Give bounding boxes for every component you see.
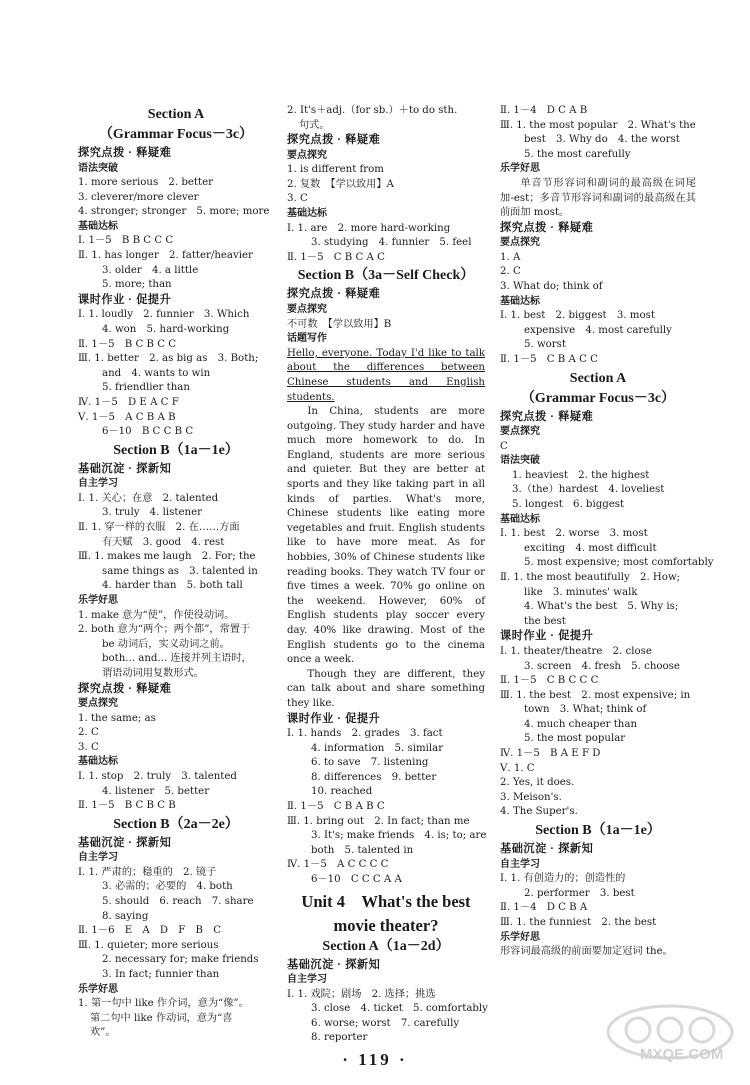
label: 自主学习: [78, 478, 118, 490]
answer-line: Ⅱ. 1－5 C B A C C: [500, 354, 598, 365]
answer-line: same things as 3. talented in: [102, 565, 258, 577]
answer-line: exciting 4. most difficult: [524, 542, 657, 554]
answer-line: 3. C: [287, 193, 308, 205]
answer-line: Ⅳ. 1－5 A C C C C: [287, 859, 389, 871]
answer-line: 3. studying 4. funnier 5. feel: [311, 237, 472, 249]
answer-line: Ⅰ. 1. 严肃的；稳重的 2. 镜子: [78, 866, 217, 878]
answer-line: Ⅰ. 1. best 2. biggest 3. most: [500, 310, 655, 322]
answer-line: 5. friendlier than: [102, 382, 190, 394]
answer-line: Ⅱ. 1－5 C B C C C: [500, 675, 599, 687]
answer-column-left: [78, 104, 274, 1041]
answer-line: Ⅲ. 1. better 2. as big as 3. Both;: [78, 353, 259, 365]
answer-line: Ⅱ. 1－4 D C B A: [500, 902, 588, 914]
answer-line: 4. listener 5. better: [102, 785, 210, 797]
answer-line: 1. 第一句中 like 作介词，意为“像”。: [78, 998, 249, 1010]
answer-line: 5. most expensive; most comfortably: [524, 557, 714, 569]
answer-line: Ⅲ. 1. makes me laugh 2. For; the: [78, 551, 256, 563]
section-heading: Section B（1a－1e）: [113, 442, 239, 458]
answer-line: 6－10 C C C A A: [311, 874, 402, 885]
section-heading: Section A: [147, 107, 205, 122]
answer-line: be 动词后，实义动词之前。: [102, 638, 230, 650]
answer-line: 6－10 B C C B C: [102, 426, 194, 438]
section-heading: Section A（1a－2d）: [322, 938, 450, 954]
answer-line: 3. C: [78, 741, 99, 753]
answer-line: Ⅱ. 1－5 C B A B C: [287, 801, 385, 813]
subheading: 基础沉淀 · 探新知: [78, 462, 172, 475]
answer-line: 3. close 4. ticket 5. comfortably: [311, 1003, 488, 1015]
answer-line: Ⅰ. 1. theater/theatre 2. close: [500, 645, 652, 657]
answer-line: 1. make 意为“使”，作使役动词。: [78, 609, 235, 621]
subheading: 课时作业 · 促提升: [287, 712, 381, 725]
answer-line: 3. 必需的；必要的 4. both: [102, 881, 233, 893]
answer-line: 3. cleverer/more clever: [78, 191, 199, 203]
answer-line: 2. performer 3. best: [524, 887, 635, 899]
answer-line: 第二句中 like 作动词，意为“喜: [90, 1012, 233, 1024]
answer-line: 形容词最高级的前面要加定冠词 the。: [500, 946, 673, 958]
answer-line: Ⅳ. 1－5 B A E F D: [500, 748, 601, 760]
answer-line: both... and... 连接并列主语时，: [102, 653, 252, 665]
answer-line: like 3. minutes' walk: [524, 586, 638, 598]
answer-line: 句式。: [299, 119, 330, 131]
label: 乐学好思: [78, 594, 118, 606]
subheading: 基础沉淀 · 探新知: [500, 843, 594, 856]
subheading: 探究点拨 · 释疑难: [500, 410, 594, 423]
answer-line: 2. C: [500, 266, 521, 278]
answer-line: 8. saying: [102, 910, 149, 922]
label: 乐学好思: [78, 983, 118, 995]
answer-line: 3. truly 4. listener: [102, 507, 202, 519]
section-heading: Section B（1a－1e）: [535, 823, 661, 839]
answer-line: 2. 复数 【学以致用】A: [287, 178, 394, 190]
answer-line: 5. the most carefully: [524, 148, 631, 160]
answer-line: 谓语动词用复数形式。: [102, 667, 204, 679]
label: 乐学好思: [500, 163, 540, 175]
section-heading: （Grammar Focus－3c）: [98, 127, 254, 142]
answer-line: Ⅱ. 1－5 B C B C C: [78, 338, 177, 350]
answer-line: expensive 4. most carefully: [524, 324, 672, 336]
answer-line: Ⅲ. 1. the funniest 2. the best: [500, 916, 657, 928]
answer-line: Ⅰ. 1. best 2. worse 3. most: [500, 528, 648, 540]
answer-line: 5. the most popular: [524, 733, 626, 745]
subheading: 课时作业 · 促提升: [78, 293, 172, 306]
underlined-paragraph: Hello, everyone. Today I'd like to talk about the differences between Chinese students and English students.: [287, 347, 485, 403]
answer-line: 3. It's; make friends 4. is; to; are: [311, 830, 487, 842]
label: 要点探究: [78, 698, 118, 709]
answer-line: Ⅱ. 1. the most beautifully 2. How;: [500, 572, 681, 584]
answer-line: 2. both 意为“两个；两个都”，常置于: [78, 624, 251, 636]
subheading: 探究点拨 · 释疑难: [78, 147, 172, 159]
answer-line: 2. C: [78, 727, 99, 739]
answer-column-right: [500, 104, 714, 960]
label: 基础达标: [78, 756, 118, 768]
unit-heading: movie theater?: [333, 915, 439, 935]
label: 要点探究: [287, 303, 327, 315]
label: 要点探究: [500, 426, 540, 438]
answer-line: Ⅲ. 1. the best 2. most expensive; in: [500, 689, 691, 701]
answer-line: 3. In fact; funnier than: [102, 969, 220, 980]
subheading: 基础沉淀 · 探新知: [78, 836, 172, 849]
answer-line: Ⅰ. 1. 有创造力的；创造性的: [500, 873, 626, 885]
answer-line: 2. It's＋adj.（for sb.）＋to do sth.: [287, 105, 458, 116]
answer-line: 欢”。: [90, 1027, 116, 1039]
subheading: 探究点拨 · 释疑难: [287, 288, 381, 301]
answer-line: 1. more serious 2. better: [78, 177, 213, 189]
answer-line: Ⅱ. 1－5 B C B C B: [78, 800, 176, 812]
answer-line: 5. longest 6. biggest: [512, 499, 625, 511]
subheading: 课时作业 · 促提升: [500, 630, 594, 643]
answer-line: 1. the same; as: [78, 712, 156, 724]
answer-line: 5. more; than: [102, 279, 172, 291]
answer-line: 3. What do; think of: [500, 281, 603, 293]
answer-line: Ⅰ. 1. are 2. more hard-working: [287, 222, 451, 234]
section-heading: Section A: [569, 370, 627, 386]
label: 自主学习: [287, 974, 327, 986]
answer-line: Ⅰ. 1－5 B B C C C: [78, 235, 174, 247]
answer-line: 3. Meison's.: [500, 791, 562, 803]
answer-line: the best: [524, 615, 566, 627]
subheading: 探究点拨 · 释疑难: [287, 134, 381, 147]
subheading: 探究点拨 · 释疑难: [78, 682, 172, 695]
answer-line: Ⅴ. 1. C: [500, 762, 535, 774]
answer-line: 3. older 4. a little: [102, 264, 199, 276]
answer-line: Ⅱ. 1. has longer 2. fatter/heavier: [78, 250, 253, 262]
answer-line: 6. to save 7. listening: [311, 757, 429, 769]
paragraph: Though they are different, they can talk about and share something they like.: [287, 668, 485, 709]
label: 基础达标: [78, 220, 118, 232]
answer-line: 4. What's the best 5. Why is;: [524, 601, 679, 613]
answer-line: town 3. What; think of: [524, 704, 647, 716]
answer-line: 不可数 【学以致用】B: [287, 318, 392, 330]
answer-line: 4. The Super's.: [500, 806, 578, 818]
answer-line: Ⅱ. 1－5 C B C A C: [287, 251, 385, 263]
label: 要点探究: [500, 237, 540, 249]
answer-line: Ⅱ. 1－6 E A D F B C: [78, 925, 221, 937]
label: 语法突破: [500, 455, 540, 467]
paragraph: In China, students are more outgoing. They study harder and have much more homework to do. In England, students are more serious and quieter. But they are better at sports and they like taking part in all kinds of parties. What's more, Chinese students like eating more vegetables and fruit. English students like to have more meat. As for hobbies, 30% of Chinese students like reading books. They watch TV four or five times a week. 70% go online on the weekend. However, 60% of English students play soccer every day. 40% like drawing. Most of the English students go to the cinema once a week.: [287, 406, 485, 666]
section-heading: Section B（2a－2e）: [113, 816, 239, 832]
answer-line: 8. differences 9. better: [311, 771, 437, 783]
answer-line: 3. screen 4. fresh 5. choose: [524, 660, 680, 672]
answer-line: Ⅲ. 1. bring out 2. In fact; than me: [287, 815, 470, 827]
answer-line: 5. worst: [524, 339, 567, 351]
answer-line: Ⅰ. 1. loudly 2. funnier 3. Which: [78, 309, 250, 321]
label: 要点探究: [287, 149, 327, 161]
subheading: 基础沉淀 · 探新知: [287, 958, 381, 971]
answer-line: Ⅰ. 1. 戏院；剧场 2. 选择；挑选: [287, 988, 436, 1000]
answer-line: Ⅲ. 1. the most popular 2. What's the: [500, 119, 696, 131]
label: 自主学习: [500, 858, 540, 870]
answer-line: 4. harder than 5. both tall: [102, 580, 243, 592]
answer-line: Ⅴ. 1－5 A C B A B: [78, 411, 176, 423]
answer-line: Ⅲ. 1. quieter; more serious: [78, 939, 219, 951]
answer-line: both 5. talented in: [311, 844, 414, 856]
section-heading: （Grammar Focus－3c）: [520, 390, 676, 406]
answer-line: Ⅰ. 1. stop 2. truly 3. talented: [78, 770, 237, 782]
answer-line: 10. reached: [311, 786, 373, 798]
label: 语法突破: [78, 162, 118, 174]
answer-line: 3.（the）hardest 4. loveliest: [512, 484, 665, 496]
answer-line: 1. heaviest 2. the highest: [512, 469, 650, 481]
unit-heading: Unit 4 What's the best: [301, 891, 471, 911]
answer-line: C: [500, 440, 508, 452]
answer-line: 2. Yes, it does.: [500, 777, 575, 789]
answer-line: 1. A: [500, 251, 521, 263]
label: 基础达标: [287, 208, 327, 220]
answer-line: and 4. wants to win: [102, 367, 211, 379]
answer-line: 4. won 5. hard-working: [102, 323, 230, 335]
answer-column-middle: [287, 104, 488, 1046]
answer-line: 有天赋 3. good 4. rest: [102, 536, 225, 548]
answer-line: Ⅱ. 1. 穿一样的衣服 2. 在……方面: [78, 521, 240, 533]
subheading: 探究点拨 · 释疑难: [500, 221, 594, 234]
label: 基础达标: [500, 513, 540, 525]
section-heading: Section B（3a－Self Check）: [297, 268, 475, 284]
answer-line: 8. reporter: [311, 1032, 368, 1044]
answer-line: best 3. Why do 4. the worst: [524, 134, 680, 146]
answer-line: 6. worse; worst 7. carefully: [311, 1017, 460, 1029]
label: 乐学好思: [500, 931, 540, 943]
answer-line: 5. should 6. reach 7. share: [102, 896, 254, 908]
label: 话题写作: [287, 333, 327, 345]
label: 基础达标: [500, 295, 540, 307]
answer-line: Ⅰ. 1. 关心；在意 2. talented: [78, 492, 219, 504]
answer-line: 2. necessary for; make friends: [102, 954, 259, 966]
watermark-logo: [600, 1000, 740, 1075]
paragraph: 单音节形容词和副词的最高级在词尾加-est；多音节形容词和副词的最高级在其前面加 most。: [500, 177, 696, 219]
answer-line: 4. stronger; stronger 5. more; more: [78, 206, 270, 218]
answer-line: Ⅱ. 1－4 D C A B: [500, 105, 588, 116]
answer-line: Ⅰ. 1. hands 2. grades 3. fact: [287, 728, 443, 740]
label: 自主学习: [78, 852, 118, 864]
watermark-stamp-icon: [600, 1000, 740, 1075]
answer-line: 4. much cheaper than: [524, 718, 638, 730]
answer-line: 4. information 5. similar: [311, 742, 444, 754]
answer-line: 1. is different from: [287, 164, 384, 176]
answer-line: Ⅳ. 1－5 D E A C F: [78, 396, 179, 408]
page-number: · 119 ·: [342, 1050, 408, 1069]
watermark-text: MXQE.COM: [640, 1046, 724, 1063]
